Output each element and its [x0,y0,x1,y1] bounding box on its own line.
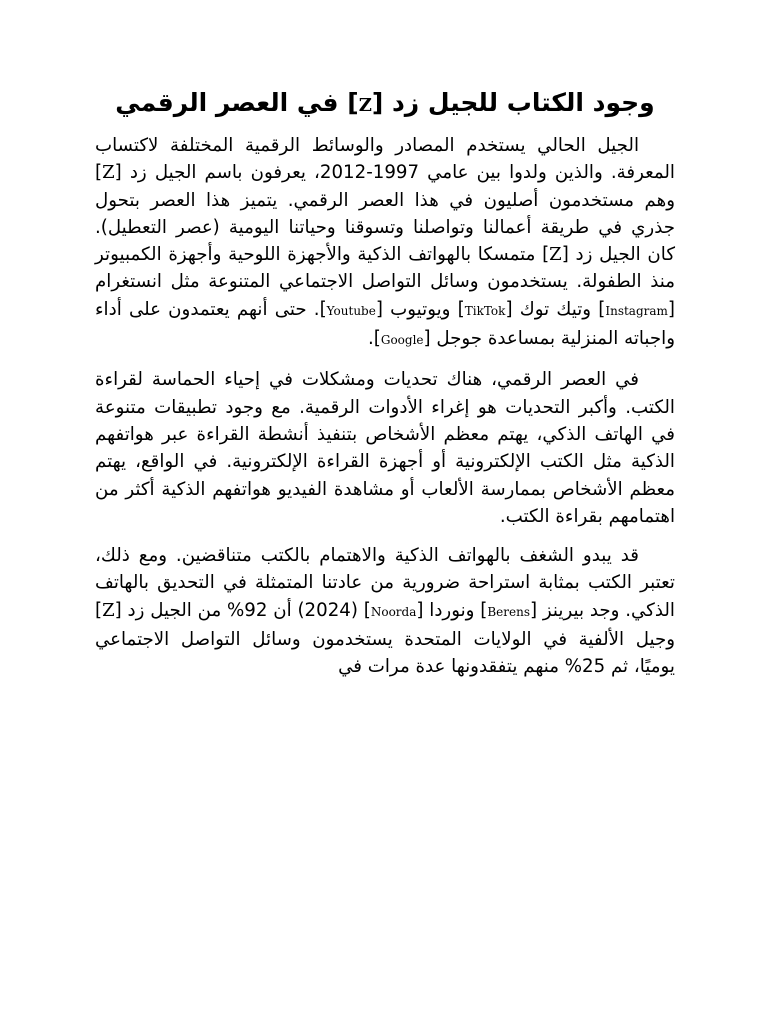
berens-term: Berens [487,604,530,619]
tiktok-term: TikTok [464,303,506,318]
google-term: Google [380,333,424,348]
title-z-letter: Z [358,95,372,116]
p3-text-2: ] ونوردا [ [416,599,488,621]
p3-text-4: ] وجيل الألفية في الولايات المتحدة يستخدمون وسائل التواصل الاجتماعي يوميًا، ثم 25% منهم يتفقدونها عدة مرات في [95,599,675,678]
p1-z-letter-2: Z [549,244,562,266]
p1-text-5: ] ويوتيوب [ [375,298,465,320]
noorda-term: Noorda [370,604,417,619]
paragraph-2: في العصر الرقمي، هناك تحديات ومشكلات في إحياء الحماسة لقراءة الكتب. وأكبر التحديات هو إغراء الأدوات الرقمية. مع وجود تطبيقات متنوعة في الهاتف الذكي، يهتم معظم الأشخاص بتنفيذ أنشطة القراءة عبر هواتفهم الذكية مثل الكتب الإلكترونية أو أجهزة القراءة الإلكترونية. في الواقع، يهتم معظم الأشخاص بممارسة الألعاب أو مشاهدة الفيديو هواتفهم الذكية أكثر من اهتمامهم بقراءة الكتب. [95,369,675,527]
title-text-start: وجود الكتاب للجيل زد [ [371,88,655,117]
p1-text-6: ]. حتى أنهم يعتمدون على أداء واجباته المنزلية بمساعدة جوجل [ [95,298,675,350]
p1-text-1: الجيل الحالي يستخدم المصادر والوسائط الرقمية المختلفة لاكتساب المعرفة. والذين ولدوا بين عامي 1997-2012، يعرفون باسم الجيل زد [ [95,135,675,184]
title-text-end: ] في العصر الرقمي [115,88,359,117]
document-title [95,82,675,126]
youtube-term: Youtube [326,303,376,318]
p1-text-2: ] وهم مستخدمون أصليون في هذا العصر الرقمي. يتميز هذا العصر بتحول جذري في طريقة أعمالنا وتواصلنا وتسوقنا وحياتنا اليومية (عصر التعطيل). كان الجيل زد [ [95,162,675,266]
instagram-term: Instagram [605,303,668,318]
p1-text-3: ] متمسكا بالهواتف الذكية والأجهزة اللوحية وأجهزة الكمبيوتر منذ الطفولة. يستخدمون وسائل التواصل الاجتماعي المتنوعة مثل انستغرام [ [95,244,676,320]
p1-text-7: ]. [367,328,381,350]
p3-z-letter: Z [102,599,115,621]
p3-text-1: قد يبدو الشغف بالهواتف الذكية والاهتمام بالكتب متناقضين. ومع ذلك، تعتبر الكتب بمثابة استراحة ضرورية من عادتنا المتمثلة في التحديق بالهاتف الذكي. وجد بيرينز [ [95,545,675,621]
paragraph-3 [95,542,675,680]
p1-text-4: ] وتيك توك [ [505,298,606,320]
paragraph-1 [95,132,675,354]
p3-text-3: ] (2024) أن 92% من الجيل زد [ [114,599,371,621]
document-page [95,82,675,693]
p1-z-letter-1: Z [102,162,115,184]
